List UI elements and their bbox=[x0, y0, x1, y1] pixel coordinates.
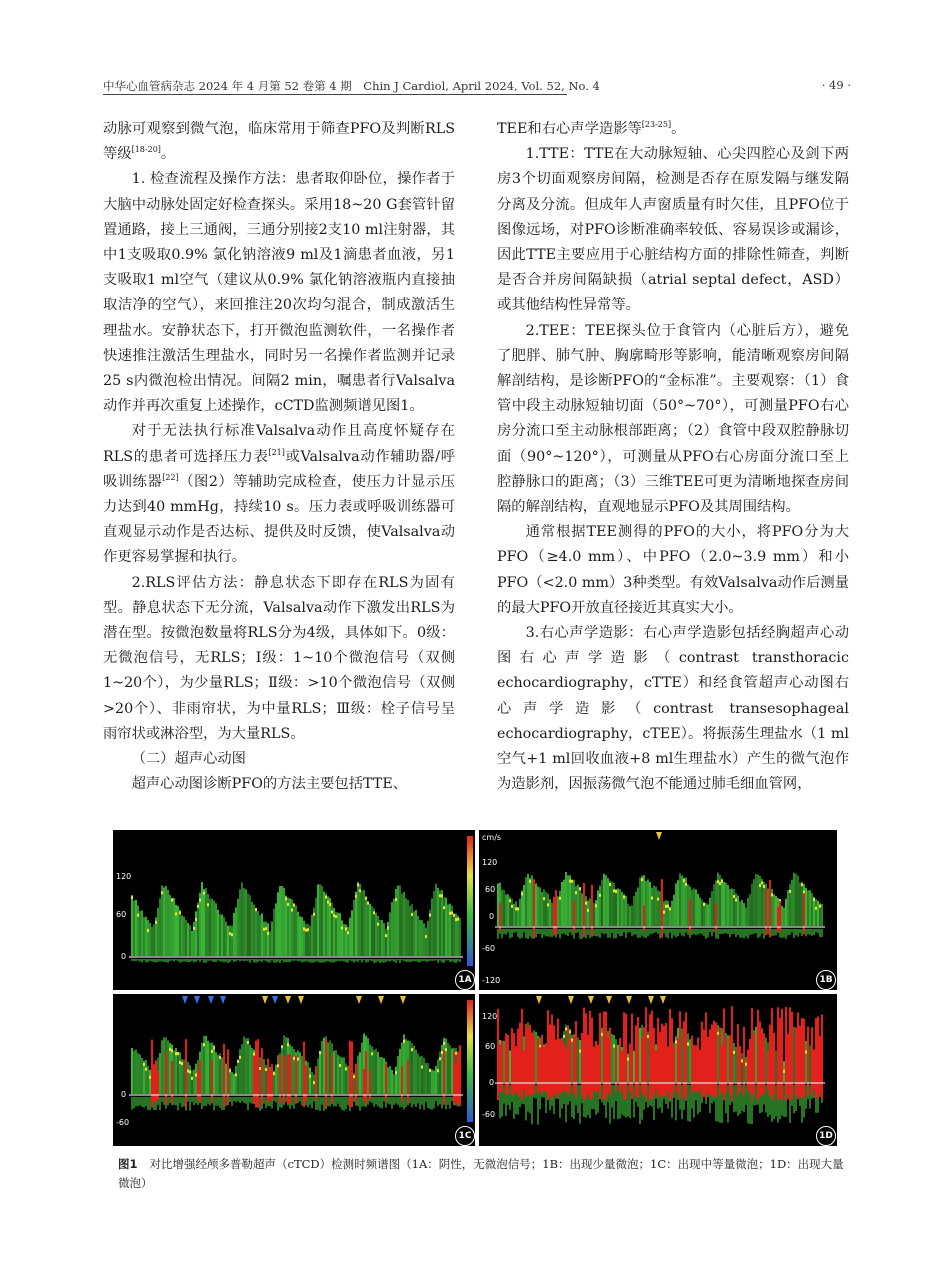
paragraph bbox=[103, 747, 455, 772]
paragraph-text: 对于无法执行标准Valsalva动作且高度怀疑存在RLS的患者可选择压力表 bbox=[103, 423, 455, 465]
right-column bbox=[497, 117, 849, 797]
embolus-marker-icon bbox=[536, 996, 542, 1004]
figure-caption bbox=[118, 1155, 848, 1193]
doppler-spectrum-1b bbox=[479, 830, 837, 990]
caption-label: 图1 bbox=[118, 1157, 138, 1171]
citation-ref: [21] bbox=[268, 447, 285, 457]
doppler-spectrum-1c bbox=[113, 994, 475, 1146]
tick-label: -60 bbox=[116, 1118, 130, 1127]
paragraph-text: 通常根据TEE测得的PFO的大小，将PFO分为大PFO（≥4.0 mm）、中PFO（2.0~3.9 mm）和小PFO（<2.0 mm）3种类型。有效Valsalva动作后测量的最大PFO开放直径接近其真实大小。 bbox=[497, 524, 849, 616]
spectrum-trace bbox=[497, 1006, 823, 1124]
spectrum-panel-1a bbox=[113, 830, 475, 990]
tick-label: 120 bbox=[482, 1012, 498, 1021]
tick-label: 120 bbox=[482, 858, 498, 867]
paragraph bbox=[497, 319, 849, 521]
embolus-marker-icon bbox=[378, 996, 384, 1004]
color-scale-bar bbox=[467, 836, 473, 966]
tick-label: -60 bbox=[482, 944, 496, 953]
embolus-marker-icon bbox=[656, 832, 662, 840]
embolus-marker-icon bbox=[182, 996, 188, 1004]
paragraph-text: 3.右心声学造影：右心声学造影包括经胸超声心动图右心声学造影（contrast transthoracic echocardiography，cTTE）和经食管超声心动图右心声学造影（contrast transesophageal echocardiography，cTEE）。将振荡生理盐水（1 ml空气+1 ml回收血液+8 ml生理盐水）产生的微气泡作为造影剂，因振荡微气泡不能通过肺毛细血管网， bbox=[497, 625, 849, 793]
color-scale-bar bbox=[467, 1000, 473, 1122]
spectrum-trace bbox=[497, 872, 823, 939]
figure-1 bbox=[113, 830, 837, 1146]
tick-label: 0 bbox=[489, 1078, 495, 1087]
panel-label-1d: 1D bbox=[816, 1126, 836, 1146]
panel-label-1b: 1B bbox=[816, 970, 836, 990]
paragraph-text: 。 bbox=[671, 121, 686, 137]
paragraph-text: 动脉可观察到微气泡，临床常用于筛查PFO及判断RLS等级 bbox=[103, 121, 455, 163]
embolus-marker-icon bbox=[588, 996, 594, 1004]
header-rule bbox=[103, 94, 567, 95]
paragraph-text: （二）超声心动图 bbox=[131, 751, 246, 768]
doppler-spectrum-1d bbox=[479, 994, 837, 1146]
embolus-marker-icon bbox=[262, 996, 268, 1004]
embolus-marker-icon bbox=[194, 996, 200, 1004]
running-header bbox=[103, 76, 851, 96]
embolus-marker-icon bbox=[208, 996, 214, 1004]
citation-ref: [23-25] bbox=[641, 120, 672, 130]
doppler-spectrum-1a bbox=[113, 830, 475, 990]
citation-ref: [18-20] bbox=[131, 145, 161, 155]
spectrum-panel-1c bbox=[113, 994, 475, 1146]
left-column bbox=[103, 117, 455, 797]
spectrum-panel-1d bbox=[479, 994, 837, 1146]
paragraph bbox=[497, 621, 849, 797]
tick-label: 0 bbox=[489, 912, 495, 921]
paragraph bbox=[103, 419, 455, 570]
tick-label: 60 bbox=[485, 1042, 496, 1051]
paragraph-text: TEE和右心声学造影等 bbox=[497, 121, 642, 137]
embolus-marker-icon bbox=[272, 996, 278, 1004]
caption-text: 对比增强经颅多普勒超声（cTCD）检测时频谱图（1A：阴性，无微泡信号；1B：出现少量微泡；1C：出现中等量微泡；1D：出现大量微泡） bbox=[118, 1157, 844, 1190]
paragraph-text: 2.RLS评估方法：静息状态下即存在RLS为固有型。静息状态下无分流，Valsalva动作下激发出RLS为潜在型。按微泡数量将RLS分为4级，具体如下。0级：无微泡信号，无RLS；Ⅰ级：1~10个微泡信号（双侧1~20个），为少量RLS；Ⅱ级：>10个微泡信号（双侧>20个）、非雨帘状，为中量RLS；Ⅲ级：栓子信号呈雨帘状或淋浴型，为大量RLS。 bbox=[103, 574, 455, 742]
embolus-marker-icon bbox=[285, 996, 291, 1004]
spectrum-panel-1b bbox=[479, 830, 837, 990]
paragraph bbox=[103, 117, 455, 167]
paragraph-text: 1. 检查流程及操作方法：患者取仰卧位，操作者于大脑中动脉处固定好检查探头。采用18~20 G套管针留置通路，接上三通阀，三通分别接2支10 ml注射器，其中1支吸取0.9% 氯化钠溶液9 ml及1滴患者血液，另1支吸取1 ml空气（建议从0.9% 氯化钠溶液瓶内直接抽取洁净的空气），来回推注20次均匀混合，制成激活生理盐水。安静状态下，打开微泡监测软件，一名操作者快速推注激活生理盐水，同时另一名操作者监测并记录25 s内微泡检出情况。间隔2 min，嘱患者行Valsalva动作并再次重复上述操作，cCTD监测频谱见图1。 bbox=[103, 171, 455, 415]
embolus-marker-icon bbox=[400, 996, 406, 1004]
tick-label: 60 bbox=[116, 910, 127, 919]
paragraph bbox=[103, 571, 455, 747]
tick-label: -120 bbox=[482, 976, 501, 985]
paragraph-text: 1.TTE：TTE在大动脉短轴、心尖四腔心及剑下两房3个切面观察房间隔，检测是否存在原发隔与继发隔分离及分流。但成年人声窗质量有时欠佳，且PFO位于图像远场，对PFO诊断准确率较低、容易误诊或漏诊，因此TTE主要应用于心脏结构方面的排除性筛查，判断是否合并房间隔缺损（atrial septal defect，ASD）或其他结构性异常等。 bbox=[497, 146, 849, 314]
tick-label: 120 bbox=[116, 872, 132, 881]
embolus-marker-icon bbox=[220, 996, 226, 1004]
embolus-marker-icon bbox=[356, 996, 362, 1004]
tick-label: -60 bbox=[482, 1110, 496, 1119]
embolus-marker-icon bbox=[648, 996, 654, 1004]
embolus-marker-icon bbox=[660, 996, 666, 1004]
tick-label: 0 bbox=[121, 1090, 127, 1099]
paragraph-text: 超声心动图诊断PFO的方法主要包括TTE、 bbox=[131, 776, 408, 793]
tick-label: 0 bbox=[121, 952, 127, 961]
paragraph bbox=[497, 520, 849, 621]
paragraph-text: （图2）等辅助完成检查，使压力计显示压力达到40 mmHg，持续10 s。压力表或呼吸训练器可直观显示动作是否达标、提供及时反馈，使Valsalva动作更容易掌握和执行。 bbox=[103, 473, 455, 566]
tick-label: cm/s bbox=[482, 833, 502, 842]
paragraph bbox=[497, 142, 849, 318]
paragraph-text: 2.TEE：TEE探头位于食管内（心脏后方），避免了肥胖、肺气肿、胸廓畸形等影响，能清晰观察房间隔解剖结构，是诊断PFO的“金标准”。主要观察：（1）食管中段主动脉短轴切面（50°~70°），可测量PFO右心房分流口至主动脉根部距离；（2）食管中段双腔静脉切面（90°~120°），可测量从PFO右心房面分流口至上腔静脉口的距离；（3）三维TEE可更为清晰地探查房间隔的解剖结构，直观地显示PFO及其周围结构。 bbox=[497, 322, 849, 516]
embolus-marker-icon bbox=[606, 996, 612, 1004]
paragraph bbox=[497, 117, 849, 142]
embolus-marker-icon bbox=[626, 996, 632, 1004]
paragraph-text: 。 bbox=[160, 146, 176, 163]
citation-ref: [22] bbox=[162, 473, 179, 483]
journal-citation: 中华心血管病杂志 2024 年 4 月第 52 卷第 4 期 Chin J Cardiol, April 2024, Vol. 52, No. 4 bbox=[103, 79, 600, 93]
embolus-marker-icon bbox=[568, 996, 574, 1004]
spectrum-trace bbox=[131, 882, 461, 963]
panel-label-1a: 1A bbox=[455, 970, 475, 990]
page-number: · 49 · bbox=[821, 78, 851, 92]
paragraph-text: 或Valsalva动作辅助器/呼吸训练器 bbox=[103, 448, 455, 490]
embolus-marker-icon bbox=[298, 996, 304, 1004]
paragraph bbox=[103, 167, 455, 419]
paragraph bbox=[103, 772, 455, 797]
tick-label: 60 bbox=[485, 885, 496, 894]
panel-label-1c: 1C bbox=[455, 1126, 475, 1146]
spectrum-trace bbox=[131, 1033, 461, 1110]
